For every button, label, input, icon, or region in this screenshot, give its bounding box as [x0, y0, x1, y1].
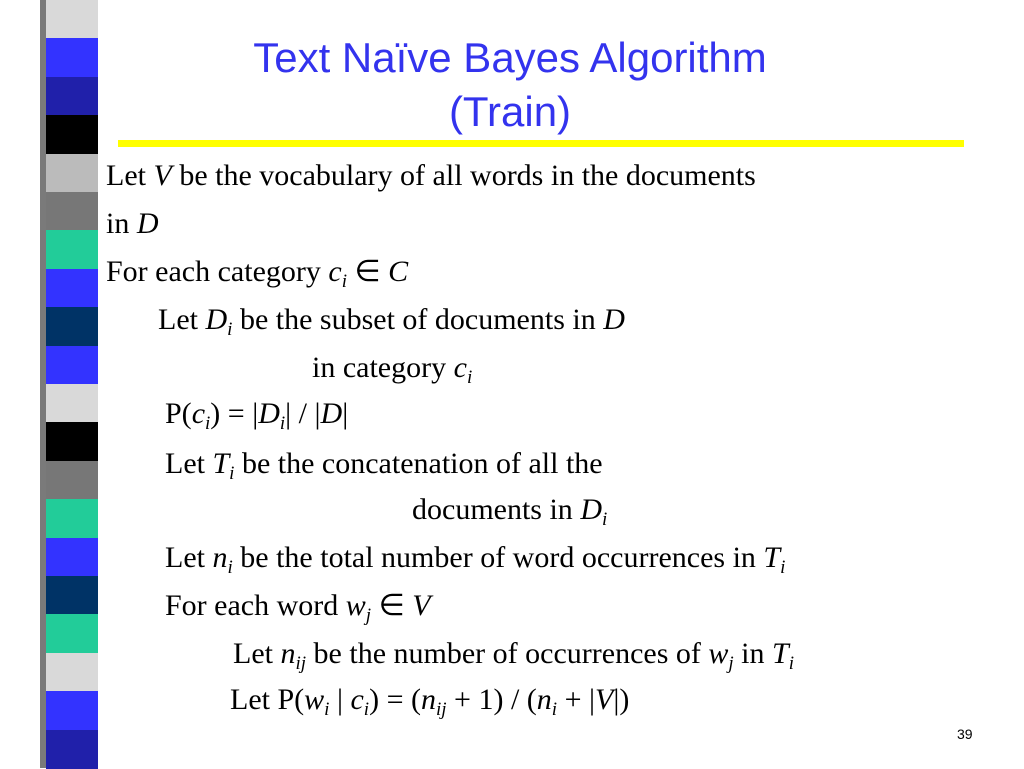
body-line-3: For each category $c_i$ ∈ C: [106, 255, 409, 292]
body-line-11: Let $n_{ij}$ be the number of occurrences of $w_j$ in $T_i$: [233, 637, 794, 674]
side-bar-segment: [46, 538, 98, 577]
body-line-6: $P(c_i) = |D_i| / |D|$: [165, 397, 349, 434]
side-bar-segment: [46, 77, 98, 116]
side-bar-segment: [46, 653, 98, 692]
side-bar-segment: [46, 346, 98, 385]
body-line-4: Let $D_i$ be the subset of documents in D: [158, 303, 625, 340]
side-bar-segment: [46, 499, 98, 538]
body-line-8: documents in $D_i$: [412, 493, 608, 530]
side-bar-segment: [46, 269, 98, 308]
body-line-10: For each word $w_j$ ∈ V: [165, 589, 431, 626]
side-bar-segment: [46, 38, 98, 77]
body-line-2: in D: [106, 207, 159, 240]
side-bar-segment: [46, 154, 98, 193]
body-line-1: Let V be the vocabulary of all words in the documents: [106, 159, 756, 192]
body-line-5: in category $c_i$: [312, 351, 473, 388]
side-bar-segment: [46, 614, 98, 653]
side-bar-segment: [46, 230, 98, 269]
side-bar-segment: [46, 192, 98, 231]
title-underline: [118, 140, 964, 147]
side-bar-segment: [46, 422, 98, 461]
decorative-side-bar: [40, 0, 92, 768]
body-line-12: Let $P(w_i$ | $c_i) = (n_{ij} + 1) / (n_i + |V|)$: [230, 683, 630, 720]
side-bar-segment: [46, 0, 98, 39]
side-bar-segment: [46, 115, 98, 154]
side-bar-segment: [46, 576, 98, 615]
side-bar-segment: [46, 384, 98, 423]
slide-title: Text Naïve Bayes Algorithm: [253, 34, 767, 81]
body-line-7: Let $T_i$ be the concatenation of all the: [165, 447, 603, 484]
side-bar-segment: [46, 730, 98, 769]
slide-title-subtitle: (Train): [448, 88, 572, 135]
side-bar-segment: [46, 461, 98, 500]
page-number: 39: [957, 726, 973, 742]
body-line-9: Let $n_i$ be the total number of word occurrences in $T_i$: [165, 541, 786, 578]
side-bar-segment: [46, 691, 98, 730]
side-bar-segment: [46, 307, 98, 346]
